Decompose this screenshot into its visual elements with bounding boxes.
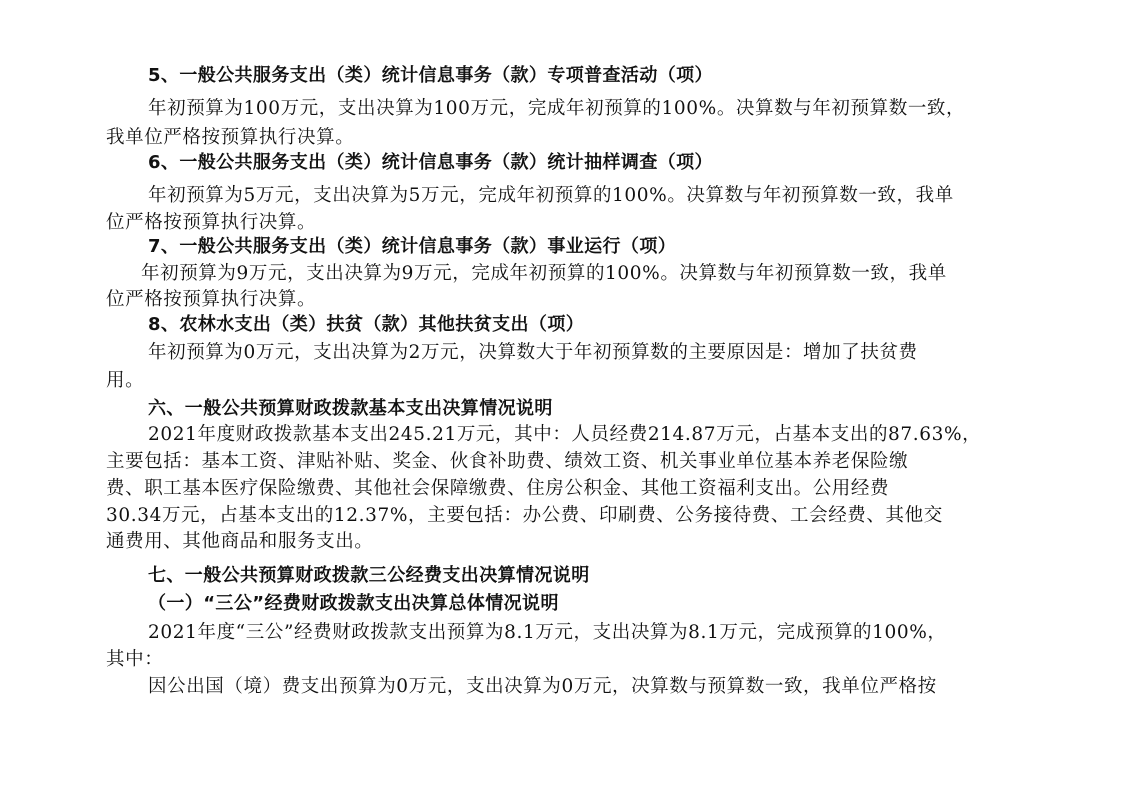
paragraph-line: 位严格按预算执行决算。 — [106, 212, 317, 233]
paragraph-line: 通费用、其他商品和服务支出。 — [106, 531, 374, 552]
paragraph-line: 年初预算为0万元，支出决算为2万元，决算数大于年初预算数的主要原因是：增加了扶贫费 — [148, 342, 918, 363]
paragraph-line: 费、职工基本医疗保险缴费、其他社会保障缴费、住房公积金、其他工资福利支出。公用经费 — [106, 478, 890, 499]
section-heading-seven: 七、一般公共预算财政拨款三公经费支出决算情况说明 — [148, 565, 590, 586]
paragraph-line: 2021年度财政拨款基本支出245.21万元，其中：人员经费214.87万元，占基本支出的87.63%， — [148, 424, 982, 445]
section-heading-item-8: 8、农林水支出（类）扶贫（款）其他扶贫支出（项） — [148, 314, 585, 335]
section-heading-item-6: 6、一般公共服务支出（类）统计信息事务（款）统计抽样调查（项） — [148, 152, 713, 173]
paragraph-line: 因公出国（境）费支出预算为0万元，支出决算为0万元，决算数与预算数一致，我单位严格按 — [148, 676, 937, 697]
section-heading-item-7: 7、一般公共服务支出（类）统计信息事务（款）事业运行（项） — [148, 236, 677, 257]
paragraph-line: 2021年度“三公”经费财政拨款支出预算为8.1万元，支出决算为8.1万元，完成预算的100%， — [148, 622, 947, 643]
subsection-heading-one: （一）“三公”经费财政拨款支出决算总体情况说明 — [148, 593, 559, 614]
paragraph-line: 位严格按预算执行决算。 — [106, 289, 317, 310]
paragraph-line: 年初预算为9万元，支出决算为9万元，完成年初预算的100%。决算数与年初预算数一致，我单 — [141, 263, 947, 284]
paragraph-line: 年初预算为5万元，支出决算为5万元，完成年初预算的100%。决算数与年初预算数一致，我单 — [148, 185, 954, 206]
paragraph-line: 其中： — [106, 649, 164, 670]
paragraph-line: 用。 — [106, 370, 145, 391]
paragraph-line: 年初预算为100万元，支出决算为100万元，完成年初预算的100%。决算数与年初预算数一致， — [148, 98, 966, 119]
section-heading-six: 六、一般公共预算财政拨款基本支出决算情况说明 — [148, 398, 553, 419]
paragraph-line: 主要包括：基本工资、津贴补贴、奖金、伙食补助费、绩效工资、机关事业单位基本养老保险缴 — [106, 451, 909, 472]
paragraph-line: 30.34万元，占基本支出的12.37%，主要包括：办公费、印刷费、公务接待费、工会经费、其他交 — [106, 505, 943, 526]
paragraph-line: 我单位严格按预算执行决算。 — [106, 127, 355, 148]
section-heading-item-5: 5、一般公共服务支出（类）统计信息事务（款）专项普查活动（项） — [148, 65, 713, 86]
